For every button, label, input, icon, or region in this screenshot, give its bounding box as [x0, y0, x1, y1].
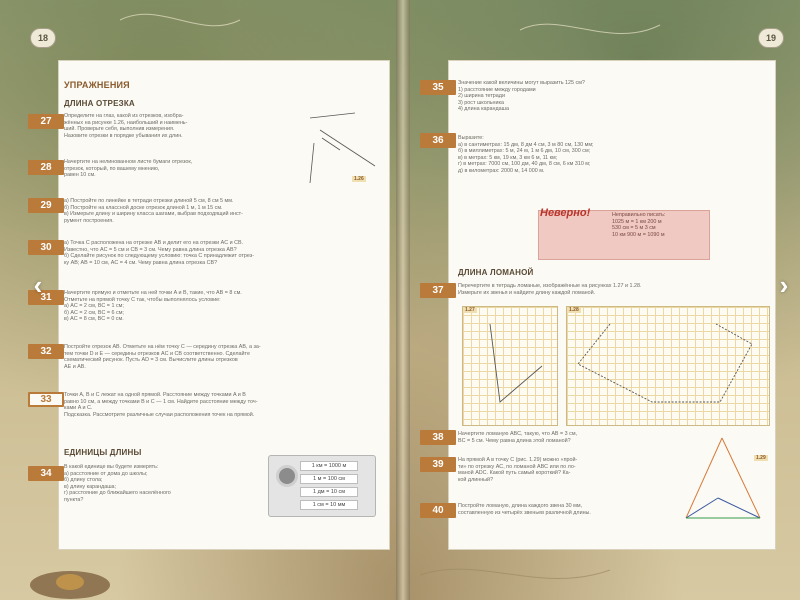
- exercise-text: Начертите на нелинованном листе бумаги отрезок, отрезок, который, по вашему мнению, равен 10 см.: [64, 159, 193, 179]
- figure-label: 1.26: [354, 176, 364, 182]
- broken-line-figure: [462, 306, 558, 426]
- exercise-badge: 30: [28, 240, 64, 255]
- warning-text: Неправильно писать: 1025 м = 1 км 200 м 530 см = 5 м 3 см 10 км 900 м = 1090 м: [612, 212, 666, 238]
- exercise-text: Выразите: а) в сантиметрах: 15 дм, 8 дм 4 см, 3 м 80 см, 130 мм; б) в миллиметрах: 5 м, 24 м, 1 м 6 дм, 10 см, 300 см; в) в метрах: 5 км, 19 км, 3 км 6 м, 11 км; г) в метрах: 7000 см, 100 дм, 40 дм, 8 см, 6 км 310 м; д) в километрах: 2000 м, 14 000 м.: [458, 135, 594, 174]
- exercise-badge: 38: [420, 430, 456, 445]
- exercise-text: Постройте отрезок AB. Отметьте на нём точку C — середину отрезка AB, а за- тем точки D и E — середины отрезков AC и CB соответственно. Сделайте схематический рисунок. Пусть AD = 3 см. Вычислите длины отрезков AE и AB.: [64, 344, 261, 370]
- exercise-badge: 29: [28, 198, 64, 213]
- exercise-text: Начертите прямую и отметьте на ней точки A и B, такие, что AB = 8 см. Отметьте на прямой точку C так, чтобы выполнялось условие: а) AC = 2 см, BC = 1 см; б) AC = 2 см, BC = 6 см; в) AC = 8 см, BC = 0 см.: [64, 290, 242, 323]
- exercise-badge: 27: [28, 114, 64, 129]
- exercise-text: Точки A, B и C лежат на одной прямой. Расстояние между точками A и B равно 10 см, а между точками B и C — 1 см. Найдите расстояние между точ- ками A и C. Подсказка. Рассмотрите различные случаи расположения точек на прямой.: [64, 392, 258, 418]
- page-number-left: 18: [30, 28, 56, 48]
- exercise-badge: 32: [28, 344, 64, 359]
- exercise-badge: 40: [420, 503, 456, 518]
- subheading-length-units: ЕДИНИЦЫ ДЛИНЫ: [64, 448, 142, 457]
- exercise-text: а) Постройте по линейке в тетради отрезки длиной 5 см, 8 см 5 мм. б) Постройте на классной доске отрезок длиной 1 м, 1 м 15 см. в) Измерьте длину и ширину класса шагами, выбрав подходящий инст- румент построения.: [64, 198, 243, 224]
- unit-row: 1 дм = 10 см: [300, 487, 358, 497]
- figure-label: 1.29: [756, 455, 766, 461]
- unit-row: 1 км = 1000 м: [300, 461, 358, 471]
- exercise-text: Определите на глаз, какой из отрезков, изобра- жённых на рисунке 1.26, наибольший и наимень- ший. Проверьте себя, выполнив измерения. Назовите отрезки в порядке убывания их длин.: [64, 113, 188, 139]
- unit-row: 1 см = 10 мм: [300, 500, 358, 510]
- exercise-text: В какой единице вы будете измерять: а) расстояние от дома до школы; б) длину стола; в) длину карандаша; г) расстояние до ближайшего населённого пункта?: [64, 464, 171, 503]
- exercise-badge: 34: [28, 466, 64, 481]
- exercise-badge: 35: [420, 80, 456, 95]
- unit-row: 1 м = 100 см: [300, 474, 358, 484]
- exercise-badge: 31: [28, 290, 64, 305]
- exercise-text: Постройте ломаную, длина каждого звена 30 мм, составленную из четырёх звеньев различной длины.: [458, 503, 591, 516]
- segments-figure: [300, 108, 380, 188]
- arrow-right-icon[interactable]: ›: [779, 269, 789, 300]
- polygon-figure: [566, 306, 770, 426]
- exercise-badge: 39: [420, 457, 456, 472]
- subheading-segment-length: ДЛИНА ОТРЕЗКА: [64, 99, 135, 108]
- exercise-text: Перечертите в тетрадь ломаные, изображённые на рисунках 1.27 и 1.28. Измерьте их звенья и найдите длину каждой ломаной.: [458, 283, 642, 296]
- exercise-badge: 28: [28, 160, 64, 175]
- section-title: УПРАЖНЕНИЯ: [64, 80, 130, 90]
- exercise-text: На прямой A в точку C (рис. 1.29) можно «прой- ти» по отрезку AC, по ломаной ABC или по ло- маной ADC. Какой путь самый короткий? Ка- кой длинный?: [458, 457, 578, 483]
- exercise-badge: 36: [420, 133, 456, 148]
- exercise-text: Значение какой величины могут выразить 125 см? 1) расстояние между городами 2) ширина тетради 3) рост школьника 4) длина карандаша: [458, 80, 585, 113]
- ruler-tape-icon: [276, 465, 298, 487]
- exercise-badge: 33: [28, 392, 64, 407]
- exercise-badge: 37: [420, 283, 456, 298]
- exercise-text: а) Точка C расположена на отрезке AB и делит его на отрезки AC и CB. Известно, что AC = 5 см и CB = 3 см. Чему равна длина отрезка AB? б) Сделайте рисунок по следующему условию: точка C принадлежит отрез- ку AB; AB = 10 см, AC = 4 см. Чему равна длина отрезка CB?: [64, 240, 254, 266]
- figure-label: 1.27: [465, 307, 475, 313]
- page-number-right: 19: [758, 28, 784, 48]
- figure-label: 1.28: [569, 307, 579, 313]
- arrow-left-icon[interactable]: ‹: [33, 269, 43, 300]
- triangle-figure: [678, 432, 770, 524]
- warning-tag: Неверно!: [540, 207, 591, 219]
- exercise-text: Начертите ломаную ABC, такую, что AB = 3 см, BC = 5 см. Чему равна длина этой ломаной?: [458, 431, 578, 444]
- subheading-broken-line: ДЛИНА ЛОМАНОЙ: [458, 268, 534, 277]
